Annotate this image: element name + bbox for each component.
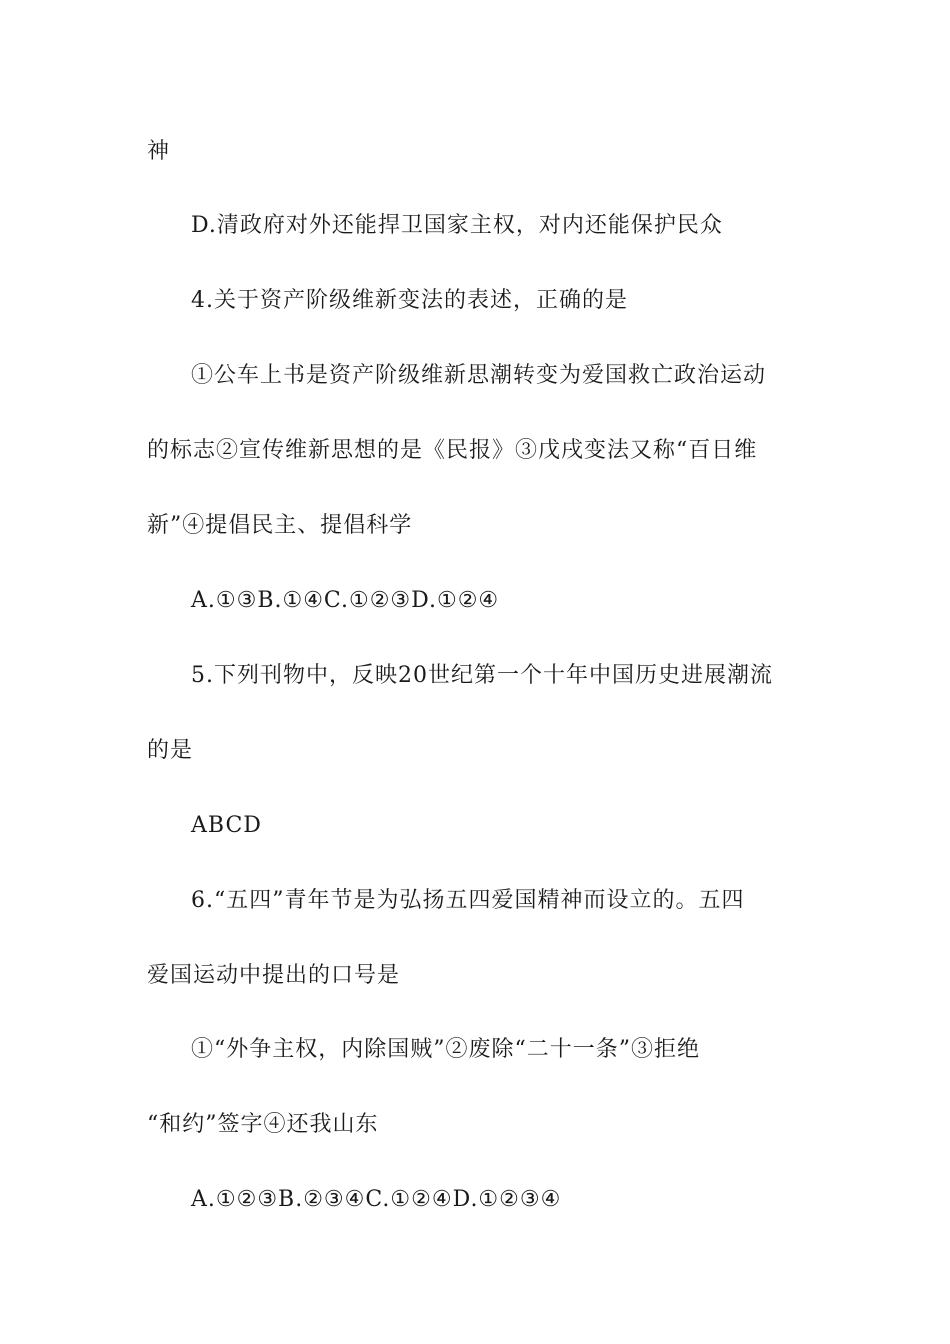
q6-stem-line-1: 6.“五四”青年节是为弘扬五四爱国精神而设立的。五四 xyxy=(191,888,745,913)
q4-statement-line-1: ①公车上书是资产阶级维新思潮转变为爱国救亡政治运动 xyxy=(191,363,767,388)
q5-options: ABCD xyxy=(191,813,262,838)
q5-stem-line-1: 5.下列刊物中，反映20世纪第一个十年中国历史进展潮流 xyxy=(191,663,773,688)
q6-options: A.①②③B.②③④C.①②④D.①②③④ xyxy=(191,1187,562,1212)
q4-stem: 4.关于资产阶级维新变法的表述，正确的是 xyxy=(191,288,628,313)
q6-statement-line-1: ①“外争主权，内除国贼”②废除“二十一条”③拒绝 xyxy=(191,1037,700,1062)
q4-options: A.①③B.①④C.①②③D.①②④ xyxy=(191,588,500,613)
q6-statement-line-2: “和约”签字④还我山东 xyxy=(147,1112,379,1137)
q6-stem-line-2: 爱国运动中提出的口号是 xyxy=(147,963,401,988)
q3-option-d: D.清政府对外还能捍卫国家主权，对内还能保护民众 xyxy=(191,213,723,238)
q4-statement-line-2: 的标志②宣传维新思想的是《民报》③戊戌变法又称“百日维 xyxy=(147,438,758,463)
q4-statement-line-3: 新”④提倡民主、提倡科学 xyxy=(147,513,413,538)
text-line-continuation: 神 xyxy=(147,139,171,164)
q5-stem-line-2: 的是 xyxy=(147,738,194,763)
